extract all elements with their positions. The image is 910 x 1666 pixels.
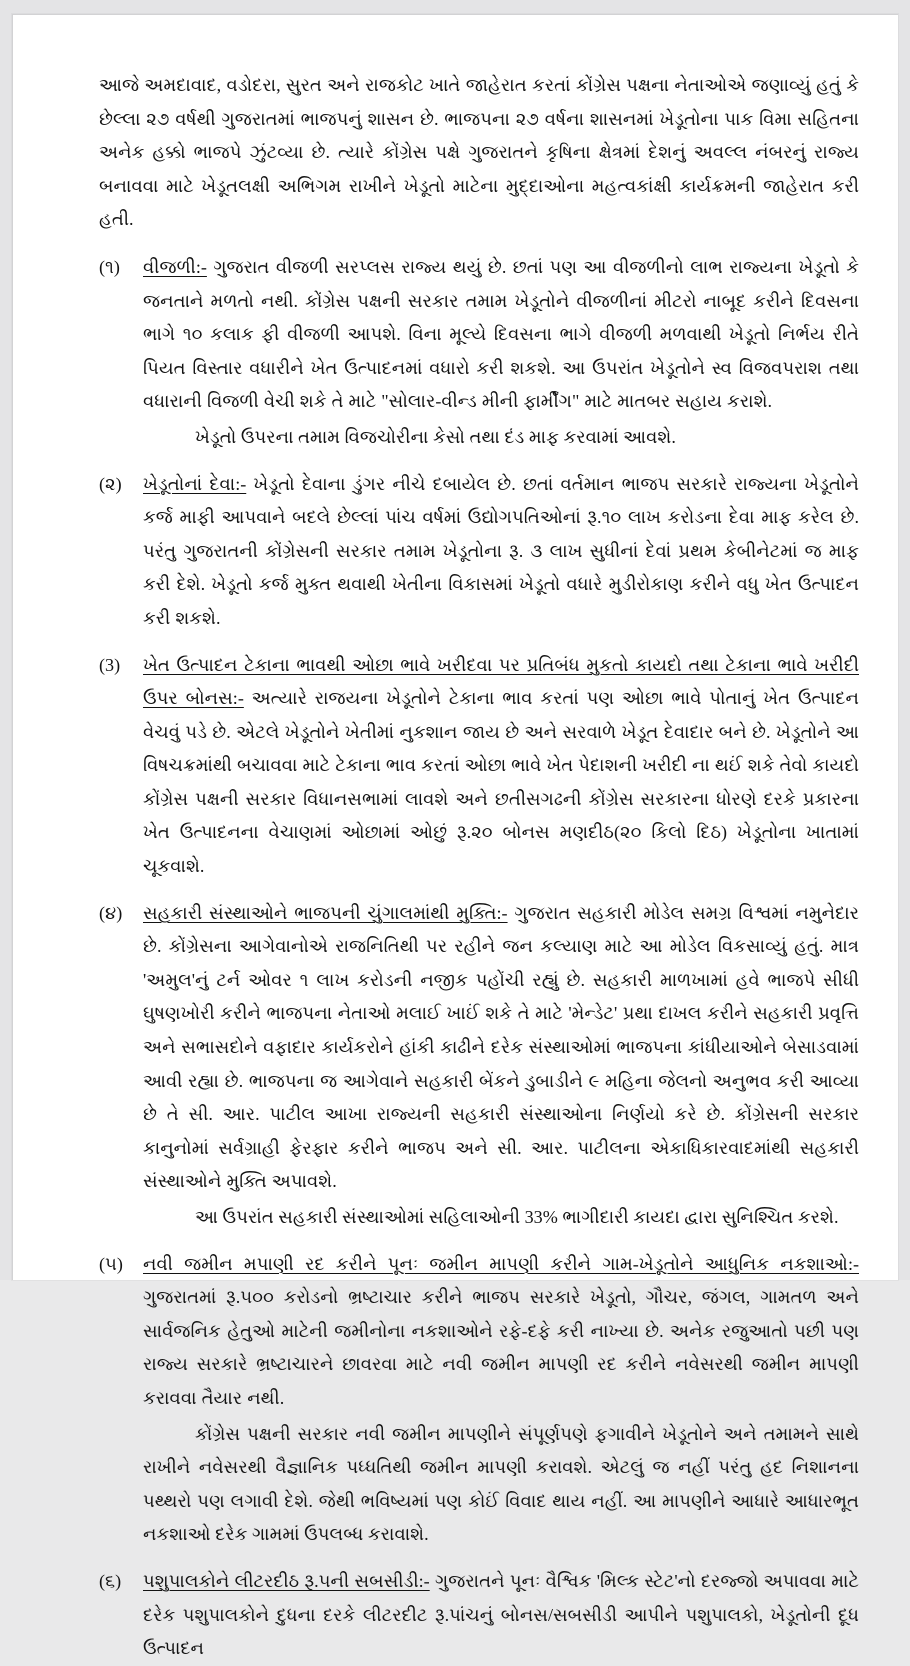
list-item: [99, 1565, 859, 1659]
item-heading: નવી જમીન મપાણી રદ કરીને પૂનઃ જમીન માપણી કરીને ગામ-ખેડૂતોને આધુનિક નકશાઓ:-: [143, 1253, 859, 1274]
list-item: [99, 649, 859, 884]
item-number: (૫): [99, 1253, 123, 1274]
item-text: ગુજરાત વીજળી સરપ્લસ રાજ્ય થયું છે. છતાં પણ આ વીજળીનો લાભ રાજ્યના ખેડૂતો કે જનતાને મળતો નથી. કોંગ્રેસ પક્ષની સરકાર તમામ ખેડૂતોને વીજળીનાં મીટરો નાબૂદ કરીને દિવસના ભાગે ૧૦ કલાક ફી વીજળી આપશે. વિના મૂલ્યે દિવસના ભાગે વીજળી મળવાથી ખેડૂતો નિર્ભય રીતે પિયત વિસ્તાર વધારીને ખેત ઉત્પાદનમાં વધારો કરી શકશે. આ ઉપરાંત ખેડૂતોને સ્વ વિજવપરાશ તથા વધારાની વિજળી વેચી શકે તે માટે "સોલાર-વીન્ડ મીની ફાર્મીંગ" માટે માતબર સહાય કરાશે.: [143, 256, 859, 412]
item-heading: ખેત ઉત્પાદન ટેકાના ભાવથી ઓછા ભાવે ખરીદવા પર પ્રતિબંધ મુકતો કાયદો તથા ટેકાના ભાવે ખરીદી ઉપર બોનસ:-: [143, 654, 859, 709]
intro-paragraph: આજે અમદાવાદ, વડોદરા, સુરત અને રાજકોટ ખાતે જાહેરાત કરતાં કોંગ્રેસ પક્ષના નેતાઓએ જણાવ્યું હતું કે છેલ્લા ૨૭ વર્ષથી ગુજરાતમાં ભાજપનું શાસન છે. ભાજપના ૨૭ વર્ષના શાસનમાં ખેડૂતોના પાક વિમા સહિતના અનેક હક્કો ભાજપે ઝુંટવ્યા છે. ત્યારે કોંગ્રેસ પક્ષે ગુજરાતને કૃષિના ક્ષેત્રમાં દેશનું અવલ્લ નંબરનું રાજ્ય બનાવવા માટે ખેડૂતલક્ષી અભિગમ રાખીને ખેડૂતો માટેના મુદ્દાઓના મહત્વકાંક્ષી કાર્યક્રમની જાહેરાત કરી હતી.: [99, 75, 859, 230]
list-item: [99, 1248, 859, 1552]
item-note: આ ઉપરાંત સહકારી સંસ્થાઓમાં સહિલાઓની 33% ભાગીદારી કાયદા દ્વારા સુનિશ્ચિત કરશે.: [195, 1207, 839, 1227]
item-body: [143, 897, 859, 1235]
item-heading: ખેડૂતોનાં દેવા:-: [143, 473, 247, 494]
item-text: અત્યારે રાજયના ખેડૂતોને ટેકાના ભાવ કરતાં પણ ઓછા ભાવે પોતાનું ખેત ઉત્પાદન વેચવું પડે છે. એટલે ખેડૂતોને ખેતીમાં નુકશાન જાય છે અને સરવાળે ખેડૂત દેવાદાર બને છે. ખેડૂતોને આ વિષચક્રમાંથી બચાવવા માટે ટેકાના ભાવ કરતાં ઓછા ભાવે ખેત પેદાશની ખરીદી ના થઈં શકે તેવો કાયદો કોંગ્રેસ પક્ષની સરકાર વિધાનસભામાં લાવશે અને છતીસગઢની કોંગ્રેસ સરકારના ધોરણે દરકે પ્રકારના ખેત ઉત્પાદનના વેચાણમાં ઓછામાં ઓછું રૂ.૨૦ બોનસ મણદીઠ(૨૦ કિલો દિઠ) ખેડૂતોના ખાતામાં ચૂકવાશે.: [143, 688, 859, 877]
item-paragraph: [143, 1565, 859, 1666]
item-paragraph: [143, 897, 859, 1199]
list-item: [99, 897, 859, 1235]
item-text: ગુજરાતમાં રૂ.૫૦૦ કરોડનો ભ્રષ્ટાચાર કરીને ભાજપ સરકારે ખેડૂતો, ગૌચર, જંગલ, ગામતળ અને સાર્વજનિક હેતુઓ માટેની જમીનોના નકશાઓને રફે-દફે કરી નાખ્યા છે. અનેક રજુઆતો પછી પણ રાજ્ય સરકારે ભ્રષ્ટાચારને છાવરવા માટે નવી જમીન માપણી રદ કરીને નવેસરથી જમીન માપણી કરાવવા તૈયાર નથી.: [143, 1287, 859, 1408]
item-number: (3): [99, 654, 121, 675]
item-body: [143, 1565, 859, 1666]
list-item: [99, 251, 859, 455]
item-heading: સહકારી સંસ્થાઓને ભાજપની ચુંગાલમાંથી મુક્તિ:-: [143, 902, 508, 923]
item-heading: વીજળી:-: [143, 256, 207, 277]
item-number: (૨): [99, 473, 122, 494]
item-text: ખેડૂતો દેવાના ડુંગર નીચે દબાયેલ છે. છતાં વર્તમાન ભાજપ સરકારે રાજ્યના ખેડૂતોને કર્જ માફી આપવાને બદલે છેલ્લાં પાંચ વર્ષમાં ઉદ્યોગપતિઓનાં રૂ.૧૦ લાખ કરોડના દેવા માફ કરેલ છે. પરંતુ ગુજરાતની કોંગ્રેસની સરકાર તમામ ખેડૂતોના રૂ. ૩ લાખ સુધીનાં દેવાં પ્રથમ કેબીનેટમાં જ માફ કરી દેશે. ખેડૂતો કર્જ મુક્ત થવાથી ખેતીના વિકાસમાં ખેડૂતો વધારે મુડીરોકાણ કરીને વધુ ખેત ઉત્પાદન કરી શકશે.: [143, 473, 859, 628]
item-paragraph: [143, 1248, 859, 1416]
item-note: કોંગ્રેસ પક્ષની સરકાર નવી જમીન માપણીને સંપૂર્ણપણે ફગાવીને ખેડૂતોને અને તમામને સાથે રાખીને નવેસરથી વૈજ્ઞાનિક પધ્ધતિથી જમીન માપણી કરાવશે. એટલું જ નહીં પરંતુ હદ નિશાનના પથ્થરો પણ લગાવી દેશે. જેથી ભવિષ્યમાં પણ કોઈં વિવાદ થાય નહીં. આ માપણીને આધારે આધારભૂત નકશાઓ દરેક ગામમાં ઉપલબ્ધ કરાવાશે.: [143, 1423, 859, 1545]
item-body: [143, 251, 859, 455]
item-paragraph: [143, 649, 859, 884]
item-body: [143, 1248, 859, 1552]
page-content: [99, 69, 859, 1659]
item-paragraph: [143, 468, 859, 636]
document-page: [12, 14, 898, 1659]
item-text: ગુજરાત સહકારી મોડેલ સમગ્ર વિશ્વમાં નમુનેદાર છે. કોંગ્રેસના આગેવાનોએ રાજનિતિથી પર રહીને જન કલ્યાણ માટે આ મોડેલ વિકસાવ્યું હતું. માત્ર 'અમુલ'નું ટર્ન ઓવર ૧ લાખ કરોડની નજીક પહોંચી રહ્યું છે. સહકારી માળખામાં હવે ભાજપે સીધી ઘુષણખોરી કરીને ભાજપના નેતાઓ મલાઈ ખાઈં શકે તે માટે 'મેન્ડેટ' પ્રથા દાખલ કરીને સહકારી પ્રવૃત્તિ અને સભાસદોને વફાદાર કાર્યકરોને હાંકી કાઢીને દરેક સંસ્થાઓમાં ભાજપના કાંધીયાઓને બેસાડવામાં આવી રહ્યા છે. ભાજપના જ આગેવાને સહકારી બેંકને ડુબાડીને ૯ મહિના જેલનો અનુભવ કરી આવ્યા છે તે સી. આર. પાટીલ આખા રાજ્યની સહકારી સંસ્થાઓના નિર્ણયો કરે છે. કોંગ્રેસની સરકાર કાનુનોમાં સર્વગ્રાહી ફેરફાર કરીને ભાજપ અને સી. આર. પાટીલના એકાધિકારવાદમાંથી સહકારી સંસ્થાઓને મુક્તિ અપાવશે.: [143, 902, 859, 1192]
item-body: [143, 649, 859, 884]
item-number: (૪): [99, 902, 123, 923]
list-item: [99, 468, 859, 636]
item-heading: પશુપાલકોને લીટરદીઠ રૂ.૫ની સબસીડી:-: [143, 1570, 430, 1591]
item-note: ખેડૂતો ઉપરના તમામ વિજચોરીના કેસો તથા દંડ માફ કરવામાં આવશે.: [195, 426, 676, 447]
item-number: (૧): [99, 256, 120, 277]
item-paragraph: [143, 251, 859, 419]
item-body: [143, 468, 859, 636]
item-text: ગુજરાતને પૂનઃ વૈશ્વિક 'મિલ્ક સ્ટેટ'નો દરજ્જો અપાવવા માટે દરેક પશુપાલકોને દુધના દરકે લીટરદીટ રૂ.પાંચનું બોનસ/સબસીડી આપીને પશુપાલકો, ખેડૂતોની દૂધ ઉત્પાદન: [143, 1570, 859, 1659]
item-number: (૬): [99, 1570, 122, 1591]
